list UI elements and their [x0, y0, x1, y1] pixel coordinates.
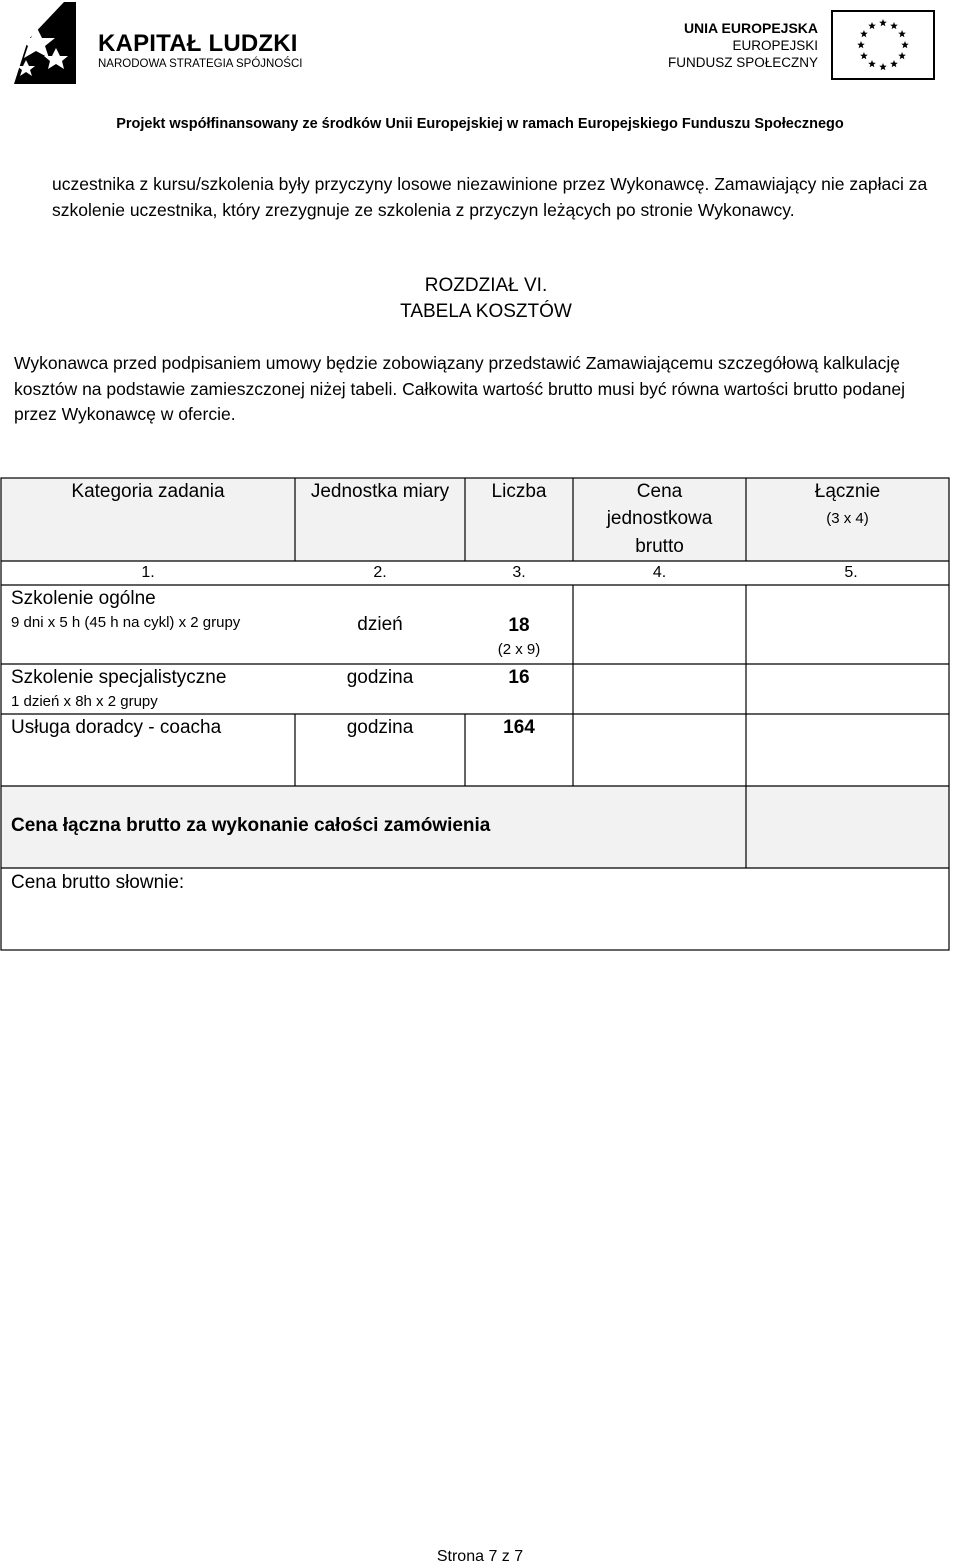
- row-category: Usługa doradcy - coacha: [11, 717, 222, 738]
- logo-subtitle: NARODOWA STRATEGIA SPÓJNOŚCI: [98, 58, 303, 70]
- eu-line-2: EUROPEJSKI: [732, 38, 818, 53]
- column-number: 1.: [141, 564, 155, 581]
- row-unit: godzina: [346, 667, 414, 688]
- header-total-note: (3 x 4): [826, 510, 869, 527]
- header-price-line2: jednostkowa: [606, 508, 713, 529]
- header-total: Łącznie: [814, 481, 881, 502]
- text-line: Wykonawca przed podpisaniem umowy będzie zobowiązany przedstawić Zamawiającemu szczegółową kalkulację: [14, 353, 900, 373]
- header-price-line3: brutto: [635, 536, 684, 557]
- words-label: Cena brutto słownie:: [11, 872, 185, 893]
- row-count: 164: [503, 717, 535, 738]
- column-number: 5.: [844, 564, 858, 581]
- logo-title: KAPITAŁ LUDZKI: [98, 30, 298, 57]
- header-price-line1: Cena: [636, 481, 683, 502]
- row-detail: 9 dni x 5 h (45 h na cykl) x 2 grupy: [11, 614, 241, 631]
- row-unit: godzina: [346, 717, 414, 738]
- chapter-number: ROZDZIAŁ VI.: [424, 275, 548, 296]
- column-number: 3.: [512, 564, 526, 581]
- eu-line-3: FUNDUSZ SPOŁECZNY: [667, 55, 818, 70]
- row-category: Szkolenie ogólne: [11, 588, 156, 609]
- column-number: 4.: [652, 564, 667, 581]
- text-line: uczestnika z kursu/szkolenia były przyczyny losowe niezawinione przez Wykonawcę. Zamawiający nie zapłaci za: [52, 174, 928, 194]
- text-line: kosztów na podstawie zamieszczonej niżej tabeli. Całkowita wartość brutto musi być równa wartości brutto podanej: [14, 379, 905, 399]
- row-count: 18: [508, 615, 530, 636]
- eu-line-1: UNIA EUROPEJSKA: [683, 20, 818, 36]
- row-detail: 1 dzień x 8h x 2 grupy: [11, 693, 158, 710]
- row-count-note: (2 x 9): [497, 641, 541, 658]
- project-cofinancing-line: Projekt współfinansowany ze środków Unii Europejskiej w ramach Europejskiego Funduszu Społecznego: [116, 116, 844, 132]
- page-number: Strona 7 z 7: [436, 1548, 524, 1565]
- header-count: Liczba: [491, 481, 547, 502]
- text-line: przez Wykonawcę w ofercie.: [14, 404, 236, 424]
- text-line: szkolenie uczestnika, który zrezygnuje ze szkolenia z przyczyn leżących po stronie Wykonawcy.: [52, 200, 795, 220]
- row-unit: dzień: [357, 614, 403, 635]
- header-category: Kategoria zadania: [71, 481, 225, 502]
- row-category: Szkolenie specjalistyczne: [11, 667, 227, 688]
- header-unit: Jednostka miary: [310, 481, 450, 502]
- total-label: Cena łączna brutto za wykonanie całości zamówienia: [11, 815, 491, 836]
- row-count: 16: [508, 667, 530, 688]
- chapter-title: TABELA KOSZTÓW: [400, 301, 572, 322]
- column-number: 2.: [373, 564, 387, 581]
